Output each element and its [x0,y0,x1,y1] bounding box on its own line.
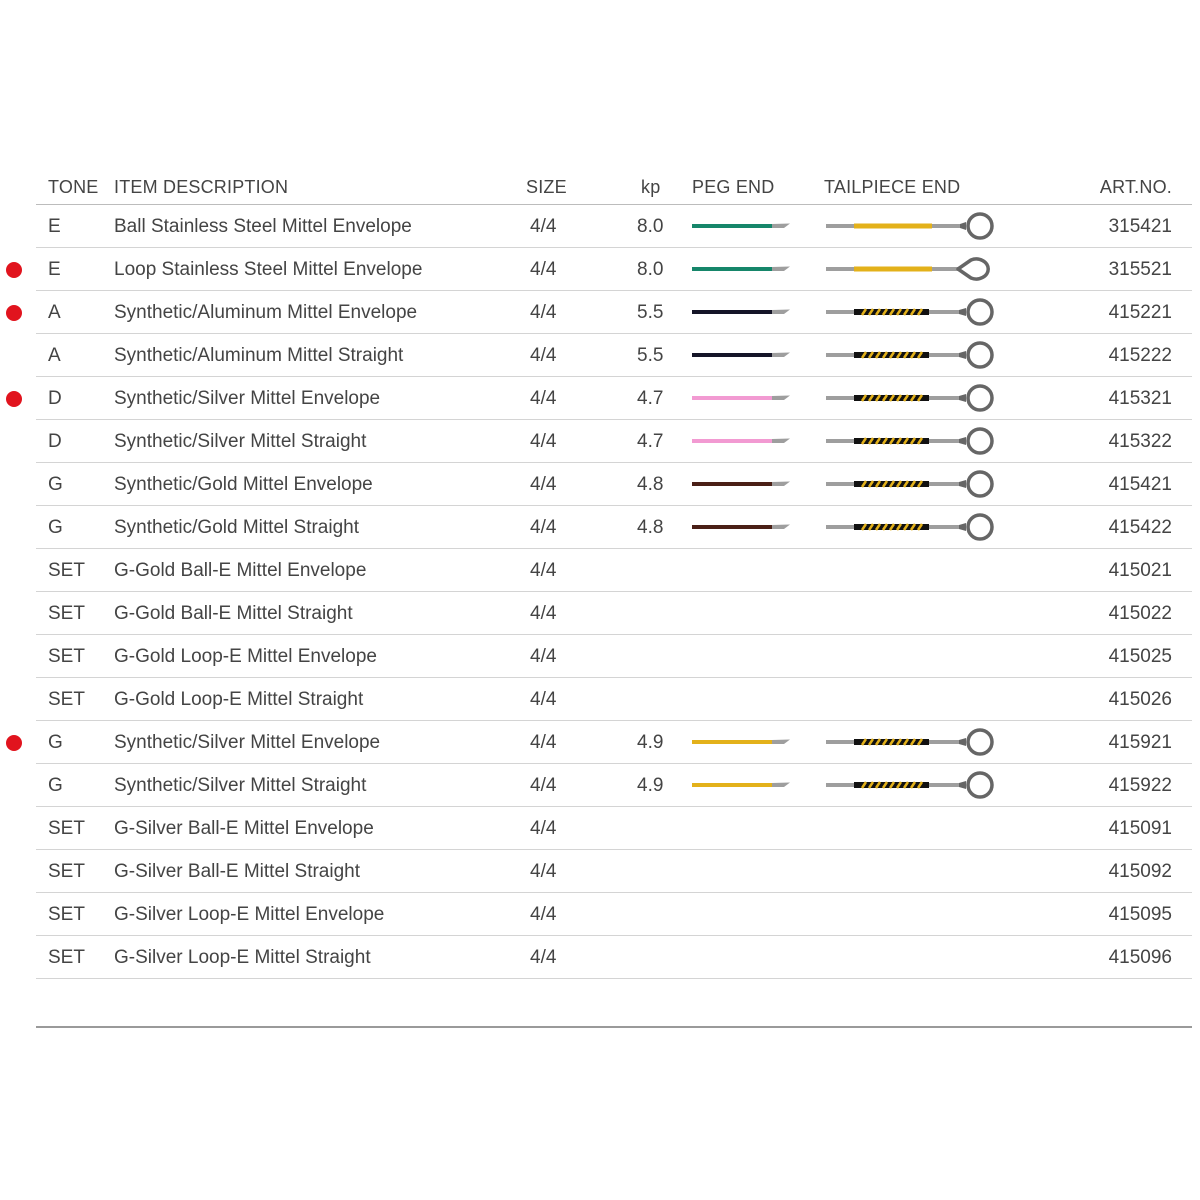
table-row [36,850,1192,893]
tailpiece-end-icon [826,512,996,542]
cell-kp: 5.5 [637,302,664,323]
cell-kp: 8.0 [637,216,664,237]
cell-art-no: 415921 [1108,732,1172,753]
header-art-no: ART.NO. [1099,177,1172,197]
header-tailpiece-end: TAILPIECE END [824,177,961,197]
cell-description: G-Silver Loop-E Mittel Envelope [114,904,385,925]
red-marker-dot [6,305,22,321]
tailpiece-end-icon [826,469,996,499]
cell-description: Synthetic/Silver Mittel Envelope [114,732,381,753]
cell-description: Ball Stainless Steel Mittel Envelope [114,216,412,237]
table-body [36,205,1192,979]
cell-description: Synthetic/Gold Mittel Envelope [114,474,373,495]
table-row [36,678,1192,721]
cell-kp: 4.8 [637,517,664,538]
cell-art-no: 415091 [1108,818,1172,839]
cell-tone: A [48,302,61,323]
cell-size: 4/4 [530,732,557,753]
cell-description: G-Gold Loop-E Mittel Straight [114,689,364,710]
cell-size: 4/4 [530,904,557,925]
cell-art-no: 415421 [1108,474,1172,495]
cell-tone: E [48,259,61,280]
cell-art-no: 415422 [1108,517,1172,538]
cell-size: 4/4 [530,259,557,280]
table-row [36,377,1192,420]
cell-art-no: 415095 [1108,904,1172,925]
cell-size: 4/4 [530,646,557,667]
peg-end-icon [692,219,792,233]
cell-size: 4/4 [530,474,557,495]
peg-end-icon [692,391,792,405]
string-table [36,172,1192,979]
cell-size: 4/4 [530,861,557,882]
cell-kp: 5.5 [637,345,664,366]
cell-size: 4/4 [530,302,557,323]
header-tone: TONE [48,177,99,197]
cell-description: Synthetic/Silver Mittel Envelope [114,388,381,409]
cell-tone: SET [48,861,85,882]
cell-tone: G [48,775,63,796]
cell-description: Synthetic/Silver Mittel Straight [114,431,367,452]
cell-tone: SET [48,818,85,839]
cell-tone: D [48,431,62,452]
tailpiece-end-icon [826,727,996,757]
cell-art-no: 415321 [1108,388,1172,409]
tailpiece-end-icon [826,254,996,284]
peg-end-icon [692,348,792,362]
cell-description: Synthetic/Aluminum Mittel Envelope [114,302,418,323]
cell-art-no: 415322 [1108,431,1172,452]
cell-tone: SET [48,947,85,968]
peg-end-icon [692,477,792,491]
cell-description: Synthetic/Gold Mittel Straight [114,517,359,538]
table-row [36,893,1192,936]
cell-kp: 4.9 [637,775,664,796]
cell-size: 4/4 [530,560,557,581]
cell-tone: G [48,474,63,495]
cell-size: 4/4 [530,431,557,452]
peg-end-icon [692,305,792,319]
peg-end-icon [692,262,792,276]
cell-size: 4/4 [530,689,557,710]
table-row [36,420,1192,463]
table-row [36,936,1192,979]
cell-tone: SET [48,646,85,667]
cell-tone: G [48,732,63,753]
cell-tone: E [48,216,61,237]
table-row [36,721,1192,764]
cell-size: 4/4 [530,388,557,409]
cell-description: G-Silver Loop-E Mittel Straight [114,947,371,968]
red-marker-dot [6,262,22,278]
tailpiece-end-icon [826,383,996,413]
cell-kp: 4.7 [637,388,664,409]
peg-end-icon [692,520,792,534]
cell-description: Synthetic/Silver Mittel Straight [114,775,367,796]
cell-art-no: 415021 [1108,560,1172,581]
cell-tone: D [48,388,62,409]
cell-tone: SET [48,603,85,624]
cell-tone: A [48,345,61,366]
cell-kp: 8.0 [637,259,664,280]
table-row [36,549,1192,592]
cell-tone: SET [48,904,85,925]
cell-kp: 4.8 [637,474,664,495]
header-description: ITEM DESCRIPTION [114,177,289,197]
cell-art-no: 415025 [1108,646,1172,667]
cell-tone: SET [48,689,85,710]
cell-art-no: 415221 [1108,302,1172,323]
cell-kp: 4.7 [637,431,664,452]
tailpiece-end-icon [826,340,996,370]
tailpiece-end-icon [826,211,996,241]
cell-art-no: 415026 [1108,689,1172,710]
tailpiece-end-icon [826,426,996,456]
cell-art-no: 315421 [1108,216,1172,237]
table-row [36,807,1192,850]
cell-description: G-Gold Ball-E Mittel Envelope [114,560,367,581]
bottom-divider [36,1026,1192,1028]
header-size: SIZE [526,177,567,197]
cell-art-no: 415092 [1108,861,1172,882]
cell-description: G-Gold Ball-E Mittel Straight [114,603,353,624]
table-row [36,592,1192,635]
cell-art-no: 315521 [1108,259,1172,280]
cell-art-no: 415096 [1108,947,1172,968]
cell-description: Loop Stainless Steel Mittel Envelope [114,259,423,280]
peg-end-icon [692,434,792,448]
cell-description: G-Silver Ball-E Mittel Envelope [114,818,374,839]
red-marker-dot [6,735,22,751]
cell-size: 4/4 [530,947,557,968]
cell-kp: 4.9 [637,732,664,753]
cell-tone: G [48,517,63,538]
header-peg-end: PEG END [692,177,775,197]
cell-description: Synthetic/Aluminum Mittel Straight [114,345,404,366]
table-row [36,635,1192,678]
cell-description: G-Silver Ball-E Mittel Straight [114,861,361,882]
table-row [36,463,1192,506]
cell-size: 4/4 [530,818,557,839]
cell-size: 4/4 [530,775,557,796]
cell-tone: SET [48,560,85,581]
cell-description: G-Gold Loop-E Mittel Envelope [114,646,377,667]
tailpiece-end-icon [826,297,996,327]
cell-size: 4/4 [530,216,557,237]
cell-art-no: 415022 [1108,603,1172,624]
tailpiece-end-icon [826,770,996,800]
cell-size: 4/4 [530,603,557,624]
table-header [36,172,1192,205]
peg-end-icon [692,735,792,749]
table-row [36,205,1192,248]
cell-size: 4/4 [530,517,557,538]
table-row [36,764,1192,807]
cell-art-no: 415222 [1108,345,1172,366]
header-kp: kp [641,177,661,197]
red-marker-dot [6,391,22,407]
peg-end-icon [692,778,792,792]
table-row [36,506,1192,549]
table-row [36,248,1192,291]
table-row [36,291,1192,334]
table-row [36,334,1192,377]
cell-size: 4/4 [530,345,557,366]
cell-art-no: 415922 [1108,775,1172,796]
